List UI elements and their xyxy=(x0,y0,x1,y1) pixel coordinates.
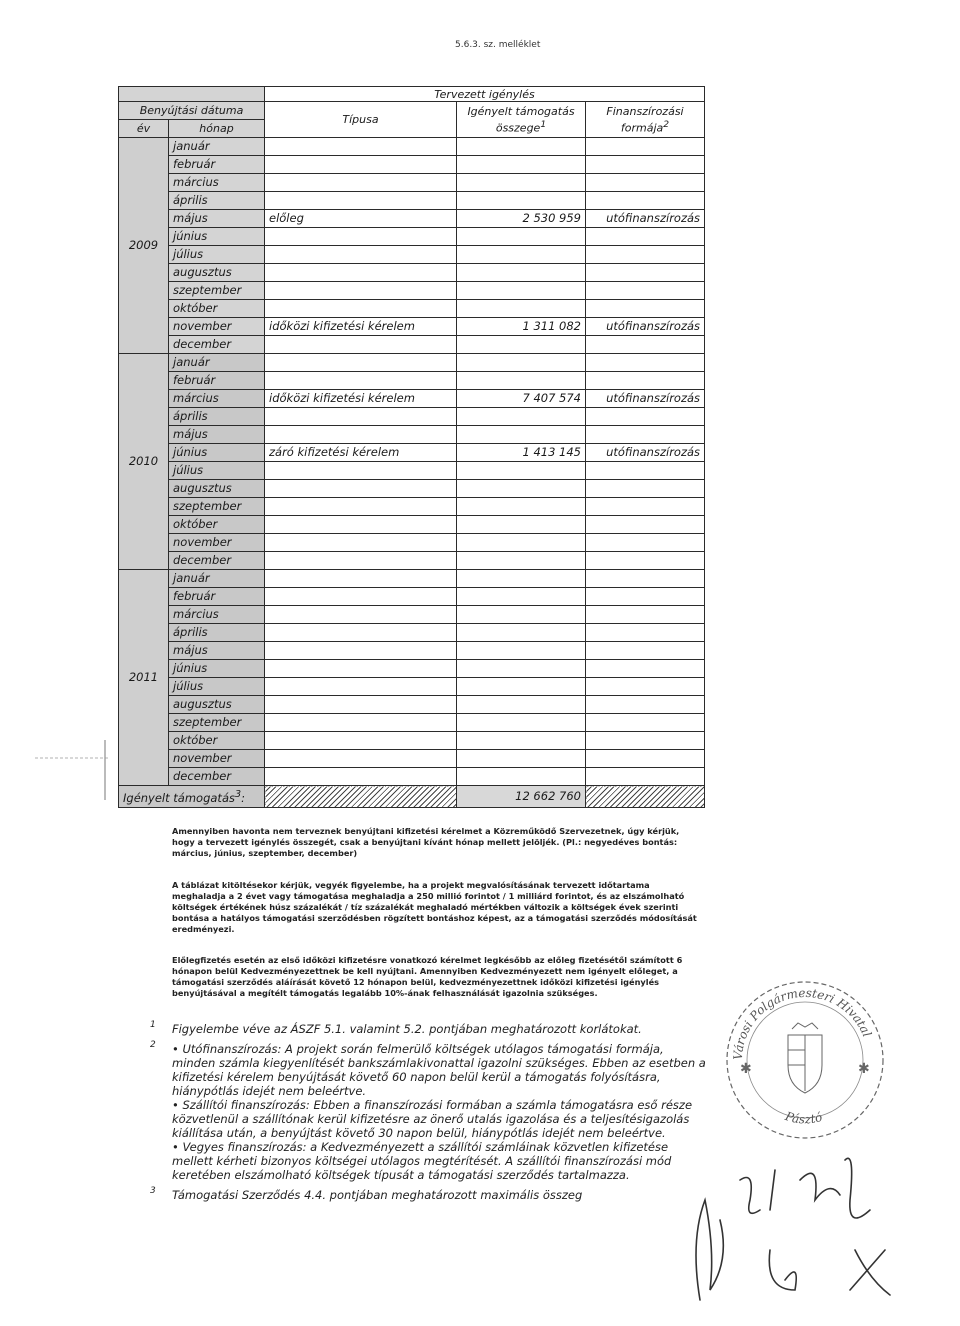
month-cell: augusztus xyxy=(169,696,265,714)
footnote-2-mixed-financing: • Vegyes finanszírozás: a Kedvezményezett a szállítói számláinak közvetlen kifizetése mellett kérheti bizonyos költségei utólagos megtérítését. A szállítói finanszírozási mód keretében elszámolható költségek típusát a támogatási szerződés tartalmazza. xyxy=(172,1140,672,1182)
table-row xyxy=(119,516,705,534)
financing-form-cell xyxy=(586,246,705,264)
type-cell xyxy=(265,750,457,768)
amount-cell xyxy=(457,588,586,606)
month-cell: március xyxy=(169,174,265,192)
type-cell xyxy=(265,462,457,480)
amount-cell xyxy=(457,282,586,300)
footnote-3 xyxy=(150,1188,710,1202)
amount-cell: 1 311 082 xyxy=(457,318,586,336)
amount-cell xyxy=(457,462,586,480)
financing-form-cell xyxy=(586,174,705,192)
year-cell: 2011 xyxy=(119,570,169,786)
month-cell: december xyxy=(169,552,265,570)
financing-form-cell xyxy=(586,714,705,732)
financing-form-cell xyxy=(586,516,705,534)
month-cell: június xyxy=(169,444,265,462)
note-monthly-text: Amennyiben havonta nem terveznek benyújtani kifizetési kérelmet a Közreműködő Szervezetnek, úgy kérjük, hogy a tervezett igénylés összegét, csak a benyújtani kívánt hónap mellett jelöljék. (Pl.: negyedéves bontás: március, június, szeptember, december) xyxy=(172,826,680,858)
month-cell: november xyxy=(169,750,265,768)
table-row xyxy=(119,156,705,174)
header-submission-date-label: Benyújtási dátuma xyxy=(119,102,265,120)
financing-form-cell: utófinanszírozás xyxy=(586,318,705,336)
table-row xyxy=(119,228,705,246)
table-row xyxy=(119,660,705,678)
amount-cell xyxy=(457,606,586,624)
month-cell: november xyxy=(169,534,265,552)
table-row xyxy=(119,192,705,210)
table-row xyxy=(119,732,705,750)
financing-form-cell xyxy=(586,336,705,354)
type-cell xyxy=(265,714,457,732)
header-type: Típusa xyxy=(265,102,457,138)
footnote-3-text: Támogatási Szerződés 4.4. pontjában meghatározott maximális összeg xyxy=(172,1188,583,1202)
month-cell: július xyxy=(169,246,265,264)
type-cell xyxy=(265,606,457,624)
month-cell: július xyxy=(169,678,265,696)
month-cell: július xyxy=(169,462,265,480)
amount-cell xyxy=(457,372,586,390)
handwritten-signature xyxy=(670,1140,910,1320)
month-cell: január xyxy=(169,138,265,156)
header-requested-amount-sup: 1 xyxy=(540,118,547,130)
type-cell xyxy=(265,480,457,498)
amount-cell xyxy=(457,246,586,264)
amount-cell: 1 413 145 xyxy=(457,444,586,462)
total-amount: 12 662 760 xyxy=(457,786,586,808)
header-requested-amount xyxy=(457,102,586,138)
month-cell: június xyxy=(169,660,265,678)
type-cell: záró kifizetési kérelem xyxy=(265,444,457,462)
amount-cell xyxy=(457,678,586,696)
table-row xyxy=(119,606,705,624)
amount-cell xyxy=(457,624,586,642)
type-cell: időközi kifizetési kérelem xyxy=(265,390,457,408)
month-cell: április xyxy=(169,192,265,210)
financing-form-cell xyxy=(586,624,705,642)
stamp-star-right-icon: ✱ xyxy=(858,1061,870,1077)
total-hatched-cell xyxy=(265,786,457,808)
month-cell: december xyxy=(169,336,265,354)
table-row xyxy=(119,498,705,516)
table-row xyxy=(119,696,705,714)
month-cell: április xyxy=(169,408,265,426)
note-monthly xyxy=(172,826,702,859)
coat-of-arms-icon xyxy=(788,1023,822,1093)
type-cell xyxy=(265,264,457,282)
header-financing-form-label: Finanszírozási formája xyxy=(606,104,684,135)
amount-cell xyxy=(457,354,586,372)
table-row xyxy=(119,624,705,642)
financing-form-cell xyxy=(586,768,705,786)
financing-form-cell xyxy=(586,192,705,210)
amount-cell xyxy=(457,138,586,156)
type-cell xyxy=(265,696,457,714)
official-stamp xyxy=(720,975,890,1145)
stamp-text-top: Városi Polgármesteri Hivatal xyxy=(730,985,875,1061)
amount-cell xyxy=(457,750,586,768)
financing-form-cell xyxy=(586,228,705,246)
type-cell xyxy=(265,156,457,174)
stamp-star-left-icon: ✱ xyxy=(740,1061,752,1077)
amount-cell xyxy=(457,156,586,174)
table-row xyxy=(119,282,705,300)
document-reference: 5.6.3. sz. melléklet xyxy=(455,40,541,50)
amount-cell xyxy=(457,300,586,318)
financing-form-cell xyxy=(586,678,705,696)
type-cell xyxy=(265,192,457,210)
table-row xyxy=(119,138,705,156)
month-cell: május xyxy=(169,426,265,444)
header-financing-form xyxy=(586,102,705,138)
month-cell: október xyxy=(169,300,265,318)
amount-cell xyxy=(457,534,586,552)
table-row xyxy=(119,678,705,696)
type-cell xyxy=(265,426,457,444)
month-cell: március xyxy=(169,390,265,408)
month-cell: március xyxy=(169,606,265,624)
financing-form-cell xyxy=(586,156,705,174)
table-row xyxy=(119,336,705,354)
month-cell: augusztus xyxy=(169,264,265,282)
amount-cell xyxy=(457,228,586,246)
footnote-2 xyxy=(150,1042,710,1182)
total-row xyxy=(119,786,705,808)
year-cell: 2010 xyxy=(119,354,169,570)
header-month: hónap xyxy=(169,120,265,138)
table-row xyxy=(119,318,705,336)
table-row xyxy=(119,426,705,444)
type-cell xyxy=(265,570,457,588)
header-financing-form-sup: 2 xyxy=(663,118,670,130)
table-row xyxy=(119,714,705,732)
month-cell: február xyxy=(169,156,265,174)
table-row xyxy=(119,246,705,264)
month-cell: január xyxy=(169,354,265,372)
financing-form-cell xyxy=(586,606,705,624)
financing-form-cell xyxy=(586,498,705,516)
type-cell xyxy=(265,336,457,354)
table-row xyxy=(119,750,705,768)
type-cell xyxy=(265,552,457,570)
amount-cell xyxy=(457,642,586,660)
type-cell xyxy=(265,138,457,156)
type-cell xyxy=(265,732,457,750)
table-row xyxy=(119,354,705,372)
financing-form-cell xyxy=(586,138,705,156)
amount-cell xyxy=(457,516,586,534)
amount-cell xyxy=(457,696,586,714)
type-cell xyxy=(265,588,457,606)
type-cell xyxy=(265,228,457,246)
amount-cell: 7 407 574 xyxy=(457,390,586,408)
table-row xyxy=(119,264,705,282)
type-cell xyxy=(265,498,457,516)
type-cell xyxy=(265,372,457,390)
type-cell xyxy=(265,282,457,300)
header-year: év xyxy=(119,120,169,138)
financing-form-cell xyxy=(586,462,705,480)
financing-form-cell xyxy=(586,264,705,282)
financing-form-cell xyxy=(586,426,705,444)
financing-form-cell xyxy=(586,696,705,714)
note-duration-text: A táblázat kitöltésekor kérjük, vegyék figyelembe, ha a projekt megvalósításának tervezett időtartama meghaladja a 2 évet vagy támogatása meghaladja a 250 millió forintot / 1 milliárd forintot, és az elszámolható költségek értékének húsz százalékát / tíz százalékát meghaladó mértékben változik a költségek évek szerinti bontása a hatályos támogatási szerződésben rögzített bontáshoz képest, az a támogatási szerződés módosítását eredményezi. xyxy=(172,880,697,934)
table-row xyxy=(119,210,705,228)
note-advance-text: Előlegfizetés esetén az első időközi kifizetésre vonatkozó kérelmet legkésőbb az előleg fizetésétől számított 6 hónapon belül Kedvezményezettnek be kell nyújtani. Amennyiben Kedvezményezett nem igényelt előleget, a támogatási szerződés aláírását követő 12 hónapon belül, kedvezményezettnek időközi kifizetési igénylés benyújtásával a megítélt támogatás legalább 10%-ának felhasználását igazolnia szükséges. xyxy=(172,955,683,998)
table-body xyxy=(119,138,705,786)
footnote-2-supplier-financing: • Szállítói finanszírozás: Ebben a finanszírozási formában a számla támogatásra eső része közvetlenül a szállítónak kerül kifizetésre az önerő utalás igazolása és a teljesítésigazolás kiállítása után, a benyújtást követő 30 napon belül, hiánypótlás idejét nem beleértve. xyxy=(172,1098,693,1140)
amount-cell xyxy=(457,732,586,750)
month-cell: február xyxy=(169,372,265,390)
month-cell: október xyxy=(169,732,265,750)
type-cell xyxy=(265,246,457,264)
total-label-colon: : xyxy=(241,790,245,805)
total-hatched-cell-right xyxy=(586,786,705,808)
amount-cell: 2 530 959 xyxy=(457,210,586,228)
total-label xyxy=(119,786,265,808)
financing-form-cell xyxy=(586,552,705,570)
amount-cell xyxy=(457,192,586,210)
footnote-2-number: 2 xyxy=(150,1040,156,1050)
footnotes xyxy=(150,1022,710,1208)
amount-cell xyxy=(457,264,586,282)
table-row xyxy=(119,642,705,660)
financing-form-cell xyxy=(586,354,705,372)
financing-form-cell xyxy=(586,588,705,606)
type-cell xyxy=(265,768,457,786)
financing-form-cell xyxy=(586,732,705,750)
table-row xyxy=(119,372,705,390)
table-row xyxy=(119,408,705,426)
total-label-text: Igényelt támogatás xyxy=(123,790,235,805)
month-cell: január xyxy=(169,570,265,588)
table-row xyxy=(119,480,705,498)
type-cell xyxy=(265,642,457,660)
month-cell: május xyxy=(169,210,265,228)
type-cell xyxy=(265,354,457,372)
type-cell xyxy=(265,660,457,678)
month-cell: április xyxy=(169,624,265,642)
footnote-1-text: Figyelembe véve az ÁSZF 5.1. valamint 5.2. pontjában meghatározott korlátokat. xyxy=(172,1022,642,1036)
financing-form-cell xyxy=(586,660,705,678)
footnote-3-number: 3 xyxy=(150,1186,156,1196)
table-row xyxy=(119,462,705,480)
month-cell: június xyxy=(169,228,265,246)
type-cell xyxy=(265,678,457,696)
header-submission-date xyxy=(119,87,265,102)
table-row xyxy=(119,444,705,462)
amount-cell xyxy=(457,426,586,444)
financing-form-cell xyxy=(586,408,705,426)
footnote-1 xyxy=(150,1022,710,1036)
total-label-sup: 3 xyxy=(235,789,242,800)
month-cell: február xyxy=(169,588,265,606)
table-row xyxy=(119,174,705,192)
table-row xyxy=(119,534,705,552)
type-cell xyxy=(265,534,457,552)
stamp-text-bottom: Pásztó xyxy=(783,1109,824,1127)
financing-form-cell: utófinanszírozás xyxy=(586,444,705,462)
type-cell xyxy=(265,624,457,642)
month-cell: szeptember xyxy=(169,714,265,732)
type-cell xyxy=(265,516,457,534)
note-duration xyxy=(172,880,702,935)
financing-form-cell xyxy=(586,642,705,660)
month-cell: december xyxy=(169,768,265,786)
year-cell: 2009 xyxy=(119,138,169,354)
financing-form-cell xyxy=(586,534,705,552)
amount-cell xyxy=(457,174,586,192)
amount-cell xyxy=(457,336,586,354)
amount-cell xyxy=(457,570,586,588)
amount-cell xyxy=(457,768,586,786)
type-cell xyxy=(265,408,457,426)
amount-cell xyxy=(457,408,586,426)
table-row xyxy=(119,768,705,786)
amount-cell xyxy=(457,714,586,732)
amount-cell xyxy=(457,498,586,516)
planned-request-table xyxy=(118,86,705,808)
month-cell: november xyxy=(169,318,265,336)
financing-form-cell xyxy=(586,282,705,300)
month-cell: október xyxy=(169,516,265,534)
month-cell: május xyxy=(169,642,265,660)
scan-margin-marks xyxy=(20,0,110,1326)
financing-form-cell: utófinanszírozás xyxy=(586,210,705,228)
financing-form-cell xyxy=(586,300,705,318)
amount-cell xyxy=(457,552,586,570)
type-cell: előleg xyxy=(265,210,457,228)
table-row xyxy=(119,570,705,588)
type-cell xyxy=(265,174,457,192)
table-row xyxy=(119,588,705,606)
month-cell: augusztus xyxy=(169,480,265,498)
footnote-1-number: 1 xyxy=(150,1020,156,1030)
type-cell: időközi kifizetési kérelem xyxy=(265,318,457,336)
type-cell xyxy=(265,300,457,318)
financing-form-cell xyxy=(586,570,705,588)
financing-form-cell xyxy=(586,372,705,390)
header-planned-request: Tervezett igénylés xyxy=(265,87,705,102)
table-row xyxy=(119,390,705,408)
financing-form-cell xyxy=(586,750,705,768)
month-cell: szeptember xyxy=(169,282,265,300)
amount-cell xyxy=(457,480,586,498)
financing-form-cell: utófinanszírozás xyxy=(586,390,705,408)
note-advance xyxy=(172,955,702,999)
amount-cell xyxy=(457,660,586,678)
table-row xyxy=(119,552,705,570)
header-requested-amount-label: Igényelt támogatás összege xyxy=(467,104,575,135)
footnote-2-postfinancing: • Utófinanszírozás: A projekt során felmerülő költségek utólagos támogatási formája, minden számla kiegyenlítését bankszámlakivonattal igazolni szükséges. Ebben az esetben a kifizetési kérelem benyújtását követő 60 napon belül kerül a támogatás folyósításra, hiánypótlás idejét nem beleértve. xyxy=(172,1042,706,1098)
table-row xyxy=(119,300,705,318)
financing-form-cell xyxy=(586,480,705,498)
month-cell: szeptember xyxy=(169,498,265,516)
